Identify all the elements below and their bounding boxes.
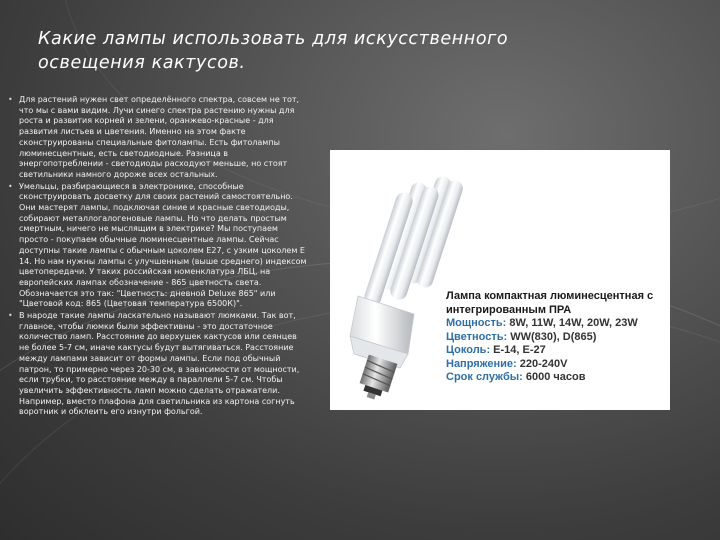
spec-key: Срок службы: xyxy=(446,371,523,383)
product-image xyxy=(330,150,670,410)
paragraph-text: Для растений нужен свет определённого спектра, совсем не тот, что мы с вами видим. Лучи синего спектра растению нужны для роста и развития корней и зелени, оранжево-красные - для развития листьев и цветения. Именно на этом факте сконструированы специальные фитолампы. Есть фитолампы люминесцентные, есть светодиодные. Разница в энергопотреблении - светодиоды расходуют меньше, но стоят светильники намного дороже всех остальных. xyxy=(19,95,300,179)
bullet-icon: • xyxy=(8,95,13,104)
spec-value: 8W, 11W, 14W, 20W, 23W xyxy=(509,317,638,329)
paragraph-text: Умельцы, разбирающиеся в электронике, способные сконструировать досветку для своих растений самостоятельно. Они мастерят лампы, подключая синие и красные светодиоды, собирают металлогалогеновые лампы. Но что делать простым смертным, ничего не мыслящим в электрике? Мы поступаем просто - покупаем обычные люминесцентные лампы. Сейчас доступны такие лампы с обычным цоколем Е27, с узким цоколем Е 14. Но нам нужны лампы с улучшенным (выше среднего) индексом цветопередачи. У таких российская номенклатура ЛБЦ, на европейских лампах обозначение - 865 цветность света. Обозначается это так: "Цветность: дневной Deluxe 865" или "Цветовой код: 865 (Цветовая температура 6500К)". xyxy=(19,181,307,309)
spec-value: WW(830), D(865) xyxy=(510,330,597,343)
spec-row xyxy=(446,344,670,358)
spec-value: 6000 часов xyxy=(525,371,586,383)
bullet-paragraph xyxy=(8,182,308,310)
bullet-paragraph xyxy=(8,95,308,181)
caption-title: Лампа компактная люминесцентная с xyxy=(446,290,654,302)
spec-row xyxy=(446,331,670,345)
caption-title: интегрированным ПРА xyxy=(446,303,572,316)
spec-row xyxy=(446,371,670,385)
bullet-icon: • xyxy=(8,181,13,191)
spec-key: Цоколь: xyxy=(446,344,491,356)
product-caption xyxy=(446,290,670,385)
spec-key: Мощность: xyxy=(446,317,507,329)
spec-value: E-14, E-27 xyxy=(493,344,546,356)
spec-key: Напряжение: xyxy=(446,357,517,370)
spec-row xyxy=(446,358,670,372)
spec-key: Цветность: xyxy=(446,330,508,343)
spec-row xyxy=(446,317,670,331)
body-text xyxy=(8,95,308,419)
bullet-paragraph xyxy=(8,311,308,418)
slide-title: Какие лампы использовать для искусственного освещения кактусов. xyxy=(38,29,509,73)
paragraph-text: В народе такие лампы ласкательно называют люмками. Так вот, главное, чтобы люмки были эффективны - это достаточное количество ламп. Расстояние до верхушек кактусов или сеянцев не более 5-7 см, иначе кактусы будут вытягиваться. Расстояние между лампами зависит от формы лампы. Если под обычный патрон, то примерно через 20-30 см, в зависимости от мощности, если трубки, то расстояние между в параллели 5-7 см. Чтобы увеличить эффективность ламп можно сделать отражатели. Например, вместо плафона для светильника из картона согнуть воротник и обклеить его изнутри фольгой. xyxy=(19,311,300,417)
spec-value: 220-240V xyxy=(519,357,568,370)
bullet-icon: • xyxy=(8,311,13,321)
